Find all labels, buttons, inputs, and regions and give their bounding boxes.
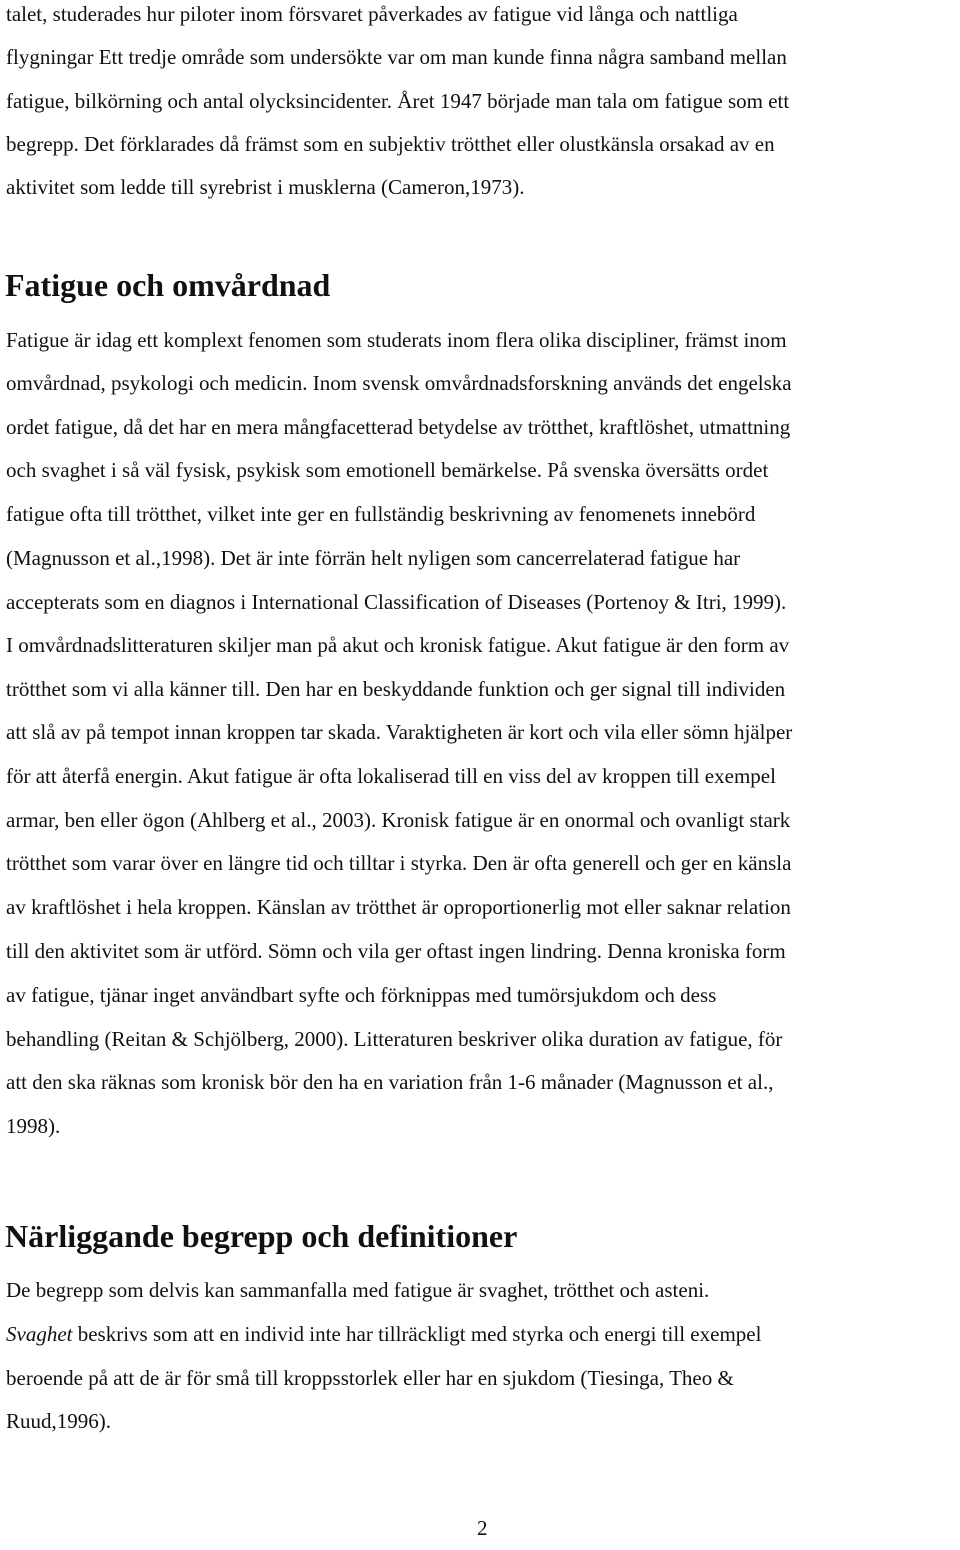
italic-term: Svaghet xyxy=(6,1322,73,1346)
paragraph-line: trötthet som varar över en längre tid och tilltar i styrka. Den är ofta generell och ger en känsla xyxy=(6,851,792,875)
paragraph-line: accepterats som en diagnos i International Classification of Diseases (Portenoy & Itri, 1999). xyxy=(6,590,787,614)
paragraph-line: att slå av på tempot innan kroppen tar skada. Varaktigheten är kort och vila eller sömn hjälper xyxy=(6,720,793,744)
paragraph-line xyxy=(6,1324,761,1345)
paragraph-line: I omvårdnadslitteraturen skiljer man på akut och kronisk fatigue. Akut fatigue är den form av xyxy=(6,633,790,657)
paragraph-line: beroende på att de är för små till kroppsstorlek eller har en sjukdom (Tiesinga, Theo & xyxy=(6,1366,734,1390)
paragraph-line: Fatigue är idag ett komplext fenomen som studerats inom flera olika discipliner, främst inom xyxy=(6,328,787,352)
paragraph-line: begrepp. Det förklarades då främst som en subjektiv trötthet eller olustkänsla orsakad av en xyxy=(6,132,775,156)
paragraph-line: aktivitet som ledde till syrebrist i musklerna (Cameron,1973). xyxy=(6,175,525,199)
page-number: 2 xyxy=(477,1516,488,1540)
paragraph-line: omvårdnad, psykologi och medicin. Inom svensk omvårdnadsforskning används det engelska xyxy=(6,371,792,395)
paragraph-line-rest: beskrivs som att en individ inte har tillräckligt med styrka och energi till exempel xyxy=(72,1322,762,1346)
paragraph-line: flygningar Ett tredje område som undersökte var om man kunde finna några samband mellan xyxy=(6,45,787,69)
paragraph-line: (Magnusson et al.,1998). Det är inte förrän helt nyligen som cancerrelaterad fatigue har xyxy=(6,546,741,570)
paragraph-line: för att återfå energin. Akut fatigue är ofta lokaliserad till en viss del av kroppen till exempel xyxy=(6,764,776,788)
paragraph-line: trötthet som vi alla känner till. Den har en beskyddande funktion och ger signal till individen xyxy=(6,677,786,701)
paragraph-line: av fatigue, tjänar inget användbart syfte och förknippas med tumörsjukdom och dess xyxy=(6,983,717,1007)
paragraph-line: Ruud,1996). xyxy=(6,1409,111,1433)
paragraph-line: armar, ben eller ögon (Ahlberg et al., 2003). Kronisk fatigue är en onormal och ovanligt stark xyxy=(6,808,791,832)
paragraph-line: att den ska räknas som kronisk bör den ha en variation från 1-6 månader (Magnusson et al., xyxy=(6,1070,774,1094)
paragraph-line: fatigue ofta till trötthet, vilket inte ger en fullständig beskrivning av fenomenets innebörd xyxy=(6,502,756,526)
paragraph-line: av kraftlöshet i hela kroppen. Känslan av trötthet är oproportionerlig mot eller saknar relation xyxy=(6,895,791,919)
section-heading: Närliggande begrepp och definitioner xyxy=(5,1218,518,1254)
paragraph-line: till den aktivitet som är utförd. Sömn och vila ger oftast ingen lindring. Denna kroniska form xyxy=(6,939,786,963)
paragraph-line: och svaghet i så väl fysisk, psykisk som emotionell bemärkelse. På svenska översätts ordet xyxy=(6,458,769,482)
paragraph-line: fatigue, bilkörning och antal olycksincidenter. Året 1947 började man tala om fatigue som ett xyxy=(6,89,790,113)
paragraph-line: De begrepp som delvis kan sammanfalla med fatigue är svaghet, trötthet och asteni. xyxy=(6,1278,710,1302)
paragraph-line: talet, studerades hur piloter inom försvaret påverkades av fatigue vid långa och nattliga xyxy=(6,2,738,26)
paragraph-line: behandling (Reitan & Schjölberg, 2000). Litteraturen beskriver olika duration av fatigue, för xyxy=(6,1027,783,1051)
paragraph-line: 1998). xyxy=(6,1114,61,1138)
paragraph-line: ordet fatigue, då det har en mera mångfacetterad betydelse av trötthet, kraftlöshet, utmattning xyxy=(6,415,791,439)
section-heading: Fatigue och omvårdnad xyxy=(5,267,331,303)
